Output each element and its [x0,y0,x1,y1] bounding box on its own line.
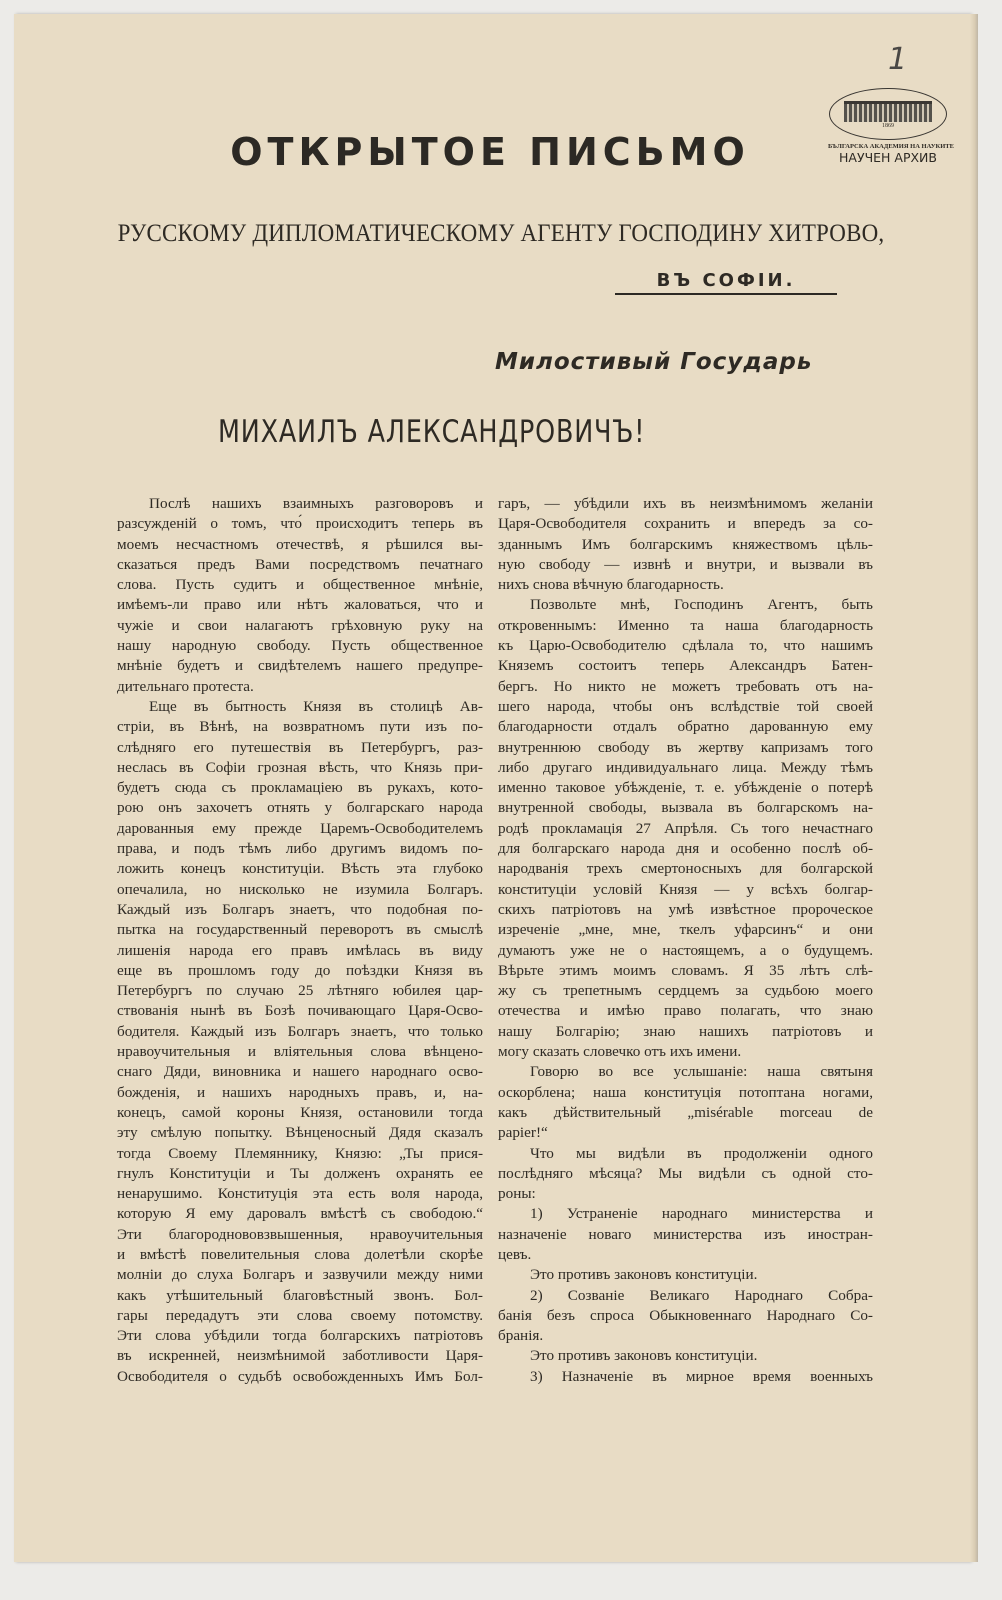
text-line: гаръ, — убѣдили ихъ въ неизмѣнимомъ желаніи [498,495,873,512]
text-line: мнѣніе будетъ и свидѣтелемъ нашего предупре- [117,657,483,675]
text-line: именно таковое убѣжденіе, т. е. убѣжденіе о потерѣ [498,779,873,797]
text-line: имѣемъ-ли право или нѣтъ жаловаться, что и [117,596,483,614]
text-line: дарованныя ему прежде Царемъ-Освободителемъ [117,819,483,837]
text-line: назначеніе новаго министерства изъ иностран- [498,1225,873,1243]
stamp-academy: БЪЛГАРСКА АКАДЕМИЯ НА НАУКИТЕ [828,143,954,150]
text-line: papier!“ [498,1124,548,1142]
stamp-year: 1869 [882,123,894,129]
building-icon [844,101,932,122]
text-line: Каждый изъ Болгаръ знаетъ, что подобная по- [117,900,483,918]
text-line: Вѣрьте этимъ моимъ словамъ. Я 35 лѣтъ слѣ- [498,961,873,979]
paragraph [498,1265,873,1285]
stamp-archive: НАУЧЕН АРХИВ [839,150,937,165]
text-line: зданнымъ Имъ болгарскимъ княжествомъ цѣль- [498,535,873,553]
text-line: стріи, въ Вѣнѣ, на возвратномъ пути изъ по- [117,718,483,736]
document-title: ОТКРЫТОЕ ПИСЬМО [230,130,750,174]
text-line: гнулъ Конституціи и Ты долженъ охранять ее [117,1164,483,1182]
text-line: для болгарскаго народа дня и особенно послѣ об- [498,840,873,858]
text-line: отечества и имѣю право полагать, что знаю [498,1002,873,1020]
paragraph [498,1062,873,1143]
text-line: банія безъ спроса Обыкновеннаго Народнаго Со- [498,1306,873,1324]
text-line: рою онъ захочетъ отнять у болгарскаго народа [117,799,483,817]
text-line: разсужденій о томъ, что́ происходитъ теперь въ [117,515,483,533]
text-line: нашу Болгарію; знаю нашихъ патріотовъ и [498,1022,873,1040]
text-line: слова. Пусть судитъ и общественное мнѣніе, [117,576,483,594]
text-line: либо другаго индивидуальнаго лица. Между тѣмъ [498,758,873,776]
text-line: снаго Дяди, виновника и нашего народнаго осво- [117,1063,483,1081]
text-line: Эти благороднововзвышенныя, нравоучительныя [117,1225,483,1243]
text-line: какъ утѣшительный благовѣстный звонъ. Бол- [117,1286,483,1304]
text-line: еще въ прошломъ году до поѣздки Князя въ [117,961,483,979]
text-line: Что мы видѣли въ продолженіи одного [530,1144,873,1162]
paragraph [498,1286,873,1347]
text-line: Царя-Освободителя сохранить и впередъ за со- [498,515,873,533]
text-line: пытка на государственный переворотъ въ смыслѣ [117,921,483,939]
text-line: опечалила, но нисколько не изумила Болгаръ. [117,880,483,898]
text-line: скихъ патріотовъ на умѣ извѣстное пророческое [498,900,873,918]
text-line: бодителя. Каждый изъ Болгаръ знаетъ, что только [117,1022,483,1040]
paragraph [117,697,483,1387]
text-line: бранія. [498,1327,544,1345]
text-line: въ искренней, неизмѣнимой заботливости Царя- [117,1347,483,1365]
text-line: благодарности отдалъ обратно дарованную ему [498,718,873,736]
text-line: Говорю во все услышаніе: наша святыня [530,1063,873,1081]
text-line: Освободителя о судьбѣ освобожденныхъ Имъ Бол- [117,1367,483,1385]
paragraph [117,494,483,697]
paragraph [498,1367,873,1387]
text-line: Княземъ состоитъ теперь Александръ Батен- [498,657,873,675]
text-line: 1) Устраненіе народнаго министерства и [530,1205,873,1223]
addressee-name: МИХАИЛЪ АЛЕКСАНДРОВИЧЪ! [218,414,646,450]
text-line: 2) Созваніе Великаго Народнаго Собра- [530,1286,873,1304]
text-line: внутренной свободы, вызвала въ болгарскомъ на- [498,799,873,817]
text-line: нихъ снова вѣчную благодарность. [498,576,724,594]
text-line: эту смѣлую попытку. Вѣнценосный Дядя сказалъ [117,1124,483,1142]
text-column-left [117,494,483,1387]
text-line: чужіе и свои налагаютъ грѣховную руку на [117,616,483,634]
text-line: изреченіе „мне, мне, ткелъ уфарсинъ“ и они [498,921,873,939]
document-subtitle: РУССКОМУ ДИПЛОМАТИЧЕСКОМУ АГЕНТУ ГОСПОДИНУ ХИТРОВО, [117,220,885,247]
text-line: Послѣ нашихъ взаимныхъ разговоровъ и [149,495,483,512]
text-line: нашу народную свободу. Пусть общественное [117,637,483,655]
text-line: оскорблена; наша конституція потоптана ногами, [498,1083,873,1101]
text-line: роны: [498,1185,536,1203]
text-line: какъ дѣйствительный „misérable morceau de [498,1103,873,1121]
text-line: божденія, и нашихъ народныхъ правъ, и, на- [117,1083,483,1101]
text-line: слѣдняго его путешествія въ Петербургъ, раз- [117,738,483,756]
text-line: дительнаго протеста. [117,677,254,695]
text-line: лишенія народа его правъ имѣлась въ виду [117,941,483,959]
text-line: внутреннюю свободу въ жертву капризамъ того [498,738,873,756]
text-line: моемъ несчастномъ отечествѣ, я рѣшился вы- [117,535,483,553]
city-line: ВЪ СОФІИ. [615,270,837,295]
paragraph [498,1144,873,1205]
text-line: шего народа, чтобы онъ вслѣдствіе той своей [498,697,873,715]
text-line: Эти слова убѣдили тогда болгарскихъ патріотовъ [117,1327,483,1345]
text-line: права, и подъ тѣмъ либо другимъ видомъ по- [117,840,483,858]
text-line: конецъ, самой короны Князя, остановили тогда [117,1103,483,1121]
text-line: могу сказать словечко отъ ихъ имени. [498,1043,742,1061]
text-line: 3) Назначеніе въ мирное время военныхъ [530,1367,873,1385]
text-line: Это противъ законовъ конституціи. [530,1266,758,1284]
text-line: гары передадутъ эти слова своему потомству. [117,1306,483,1324]
text-line: нравоучительныя и вліятельныя слова вѣнцено- [117,1043,483,1061]
text-line: цевъ. [498,1245,532,1263]
text-line: тогда Своему Племяннику, Князю: „Ты прися- [117,1144,483,1162]
text-line: бергъ. Но никто не можетъ требовать отъ на- [498,677,873,695]
text-line: послѣдняго мѣсяца? Мы видѣли съ одной сто- [498,1164,873,1182]
paragraph [498,494,873,595]
text-line: которую Я ему даровалъ вмѣстѣ съ свободою.“ [117,1205,483,1223]
text-line: конституціи условій Князя — у всѣхъ болгар- [498,880,873,898]
text-line: родѣ прокламація 27 Апрѣля. Съ того нечастнаго [498,819,873,837]
text-line: жу съ трепетнымъ сердцемъ за судьбою моего [498,982,873,1000]
text-line: думаютъ уже не о настоящемъ, а о будущемъ. [498,941,873,959]
text-line: къ Царю-Освободителю сдѣлала то, что нашимъ [498,637,873,655]
text-line: откровеннымъ: Именно та наша благодарность [498,616,873,634]
text-line: Позвольте мнѣ, Господинъ Агентъ, быть [530,596,873,614]
text-line: молніи до слуха Болгаръ и зазвучили между ними [117,1266,483,1284]
text-line: Это противъ законовъ конституціи. [530,1347,758,1365]
text-line: ную свободу — извнѣ и внутри, и вызвали въ [498,555,873,573]
paragraph [498,595,873,1062]
text-line: Петербургъ по случаю 25 лѣтняго юбилея цар- [117,982,483,1000]
page-edge [970,14,978,1562]
text-line: неслась въ Софіи грозная вѣсть, что Князь при- [117,758,483,776]
text-line: Еще въ бытность Князя въ столицѣ Ав- [149,697,483,715]
text-line: сказаться предъ Вами посредствомъ печатнаго [117,555,483,573]
paragraph [498,1204,873,1265]
text-column-right [498,494,873,1387]
page-number: 1 [888,42,908,77]
text-line: будетъ сюда съ прокламаціею въ рукахъ, кото- [117,779,483,797]
text-line: ложить конецъ конституціи. Вѣсть эта глубоко [117,860,483,878]
text-line: и вмѣстѣ повелительныя слова долетѣли скорѣе [117,1245,483,1263]
text-line: народванія трехъ смертоносныхъ для болгарской [498,860,873,878]
salutation: Милостивый Государь [495,349,813,375]
paragraph [498,1346,873,1366]
text-line: ненарушимо. Конституція эта есть воля народа, [117,1185,483,1203]
text-line: ствованія нынѣ въ Бозѣ почивающаго Царя-Осво- [117,1002,483,1020]
